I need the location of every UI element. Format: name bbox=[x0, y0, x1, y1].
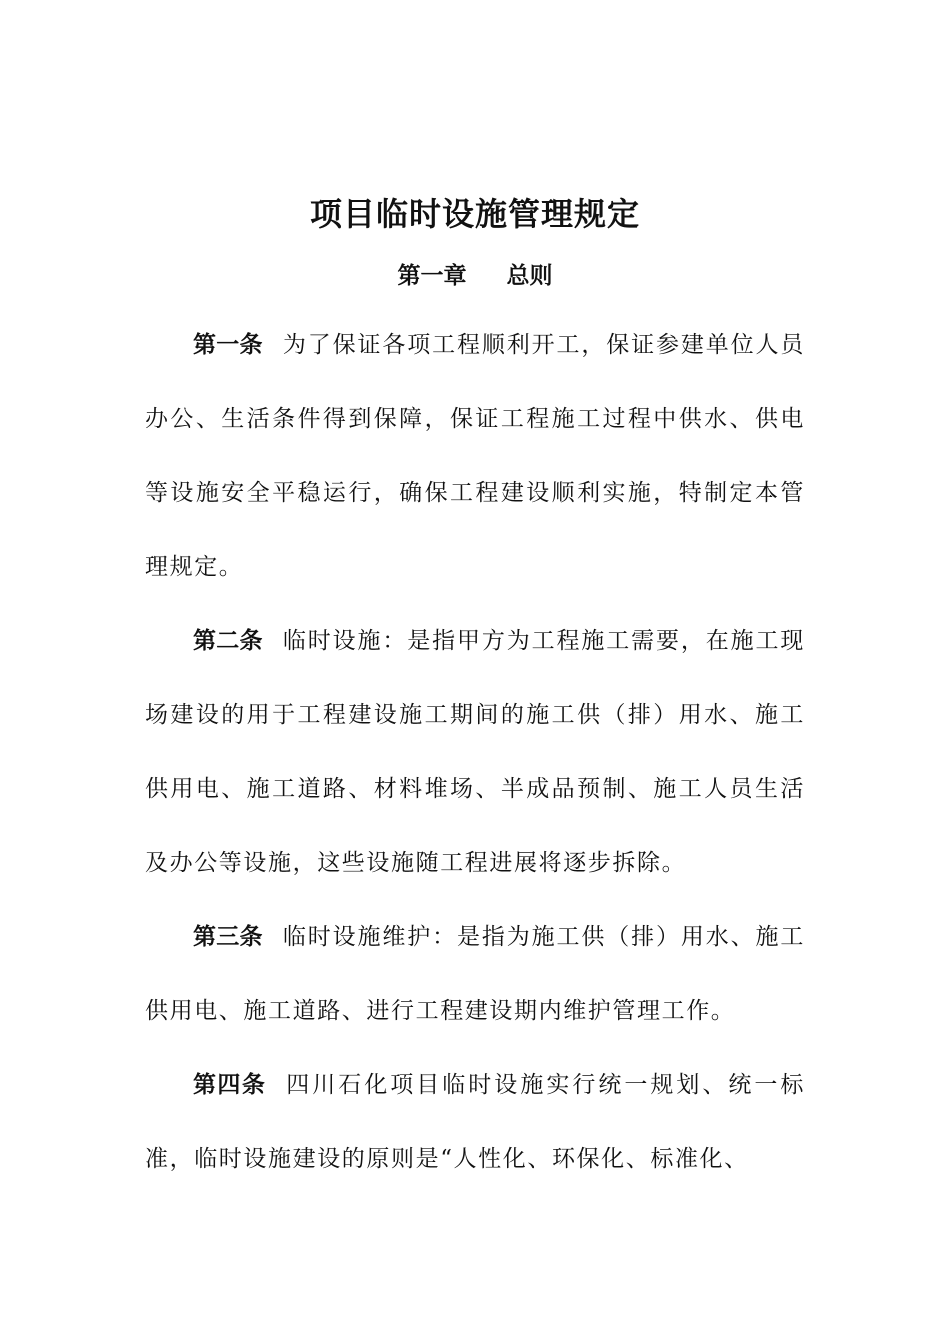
article-label: 第二条 bbox=[193, 628, 263, 654]
article-1 bbox=[145, 308, 805, 604]
article-text: 临时设施：是指甲方为工程施工需要，在施工现场建设的用于工程建设施工期间的施工供（排）用水、施工供用电、施工道路、材料堆场、半成品预制、施工人员生活及办公等设施，这些设施随工程进展将逐步拆除。 bbox=[145, 628, 806, 876]
article-text: 四川石化项目临时设施实行统一规划、统一标准，临时设施建设的原则是“人性化、环保化、标准化、 bbox=[145, 1072, 806, 1172]
article-2 bbox=[145, 604, 805, 900]
chapter-number: 第一章 bbox=[397, 263, 467, 289]
article-text: 为了保证各项工程顺利开工，保证参建单位人员办公、生活条件得到保障，保证工程施工过程中供水、供电等设施安全平稳运行，确保工程建设顺利实施，特制定本管理规定。 bbox=[145, 332, 806, 580]
article-text: 临时设施维护：是指为施工供（排）用水、施工供用电、施工道路、进行工程建设期内维护管理工作。 bbox=[145, 924, 806, 1024]
article-4 bbox=[145, 1048, 805, 1196]
chapter-heading bbox=[0, 258, 950, 294]
chapter-name: 总则 bbox=[506, 263, 553, 289]
document-title: 项目临时设施管理规定 bbox=[309, 195, 640, 233]
article-label: 第四条 bbox=[193, 1072, 267, 1098]
document-body bbox=[145, 308, 805, 1196]
article-3 bbox=[145, 900, 805, 1048]
article-label: 第一条 bbox=[193, 332, 263, 358]
article-label: 第三条 bbox=[193, 924, 263, 950]
